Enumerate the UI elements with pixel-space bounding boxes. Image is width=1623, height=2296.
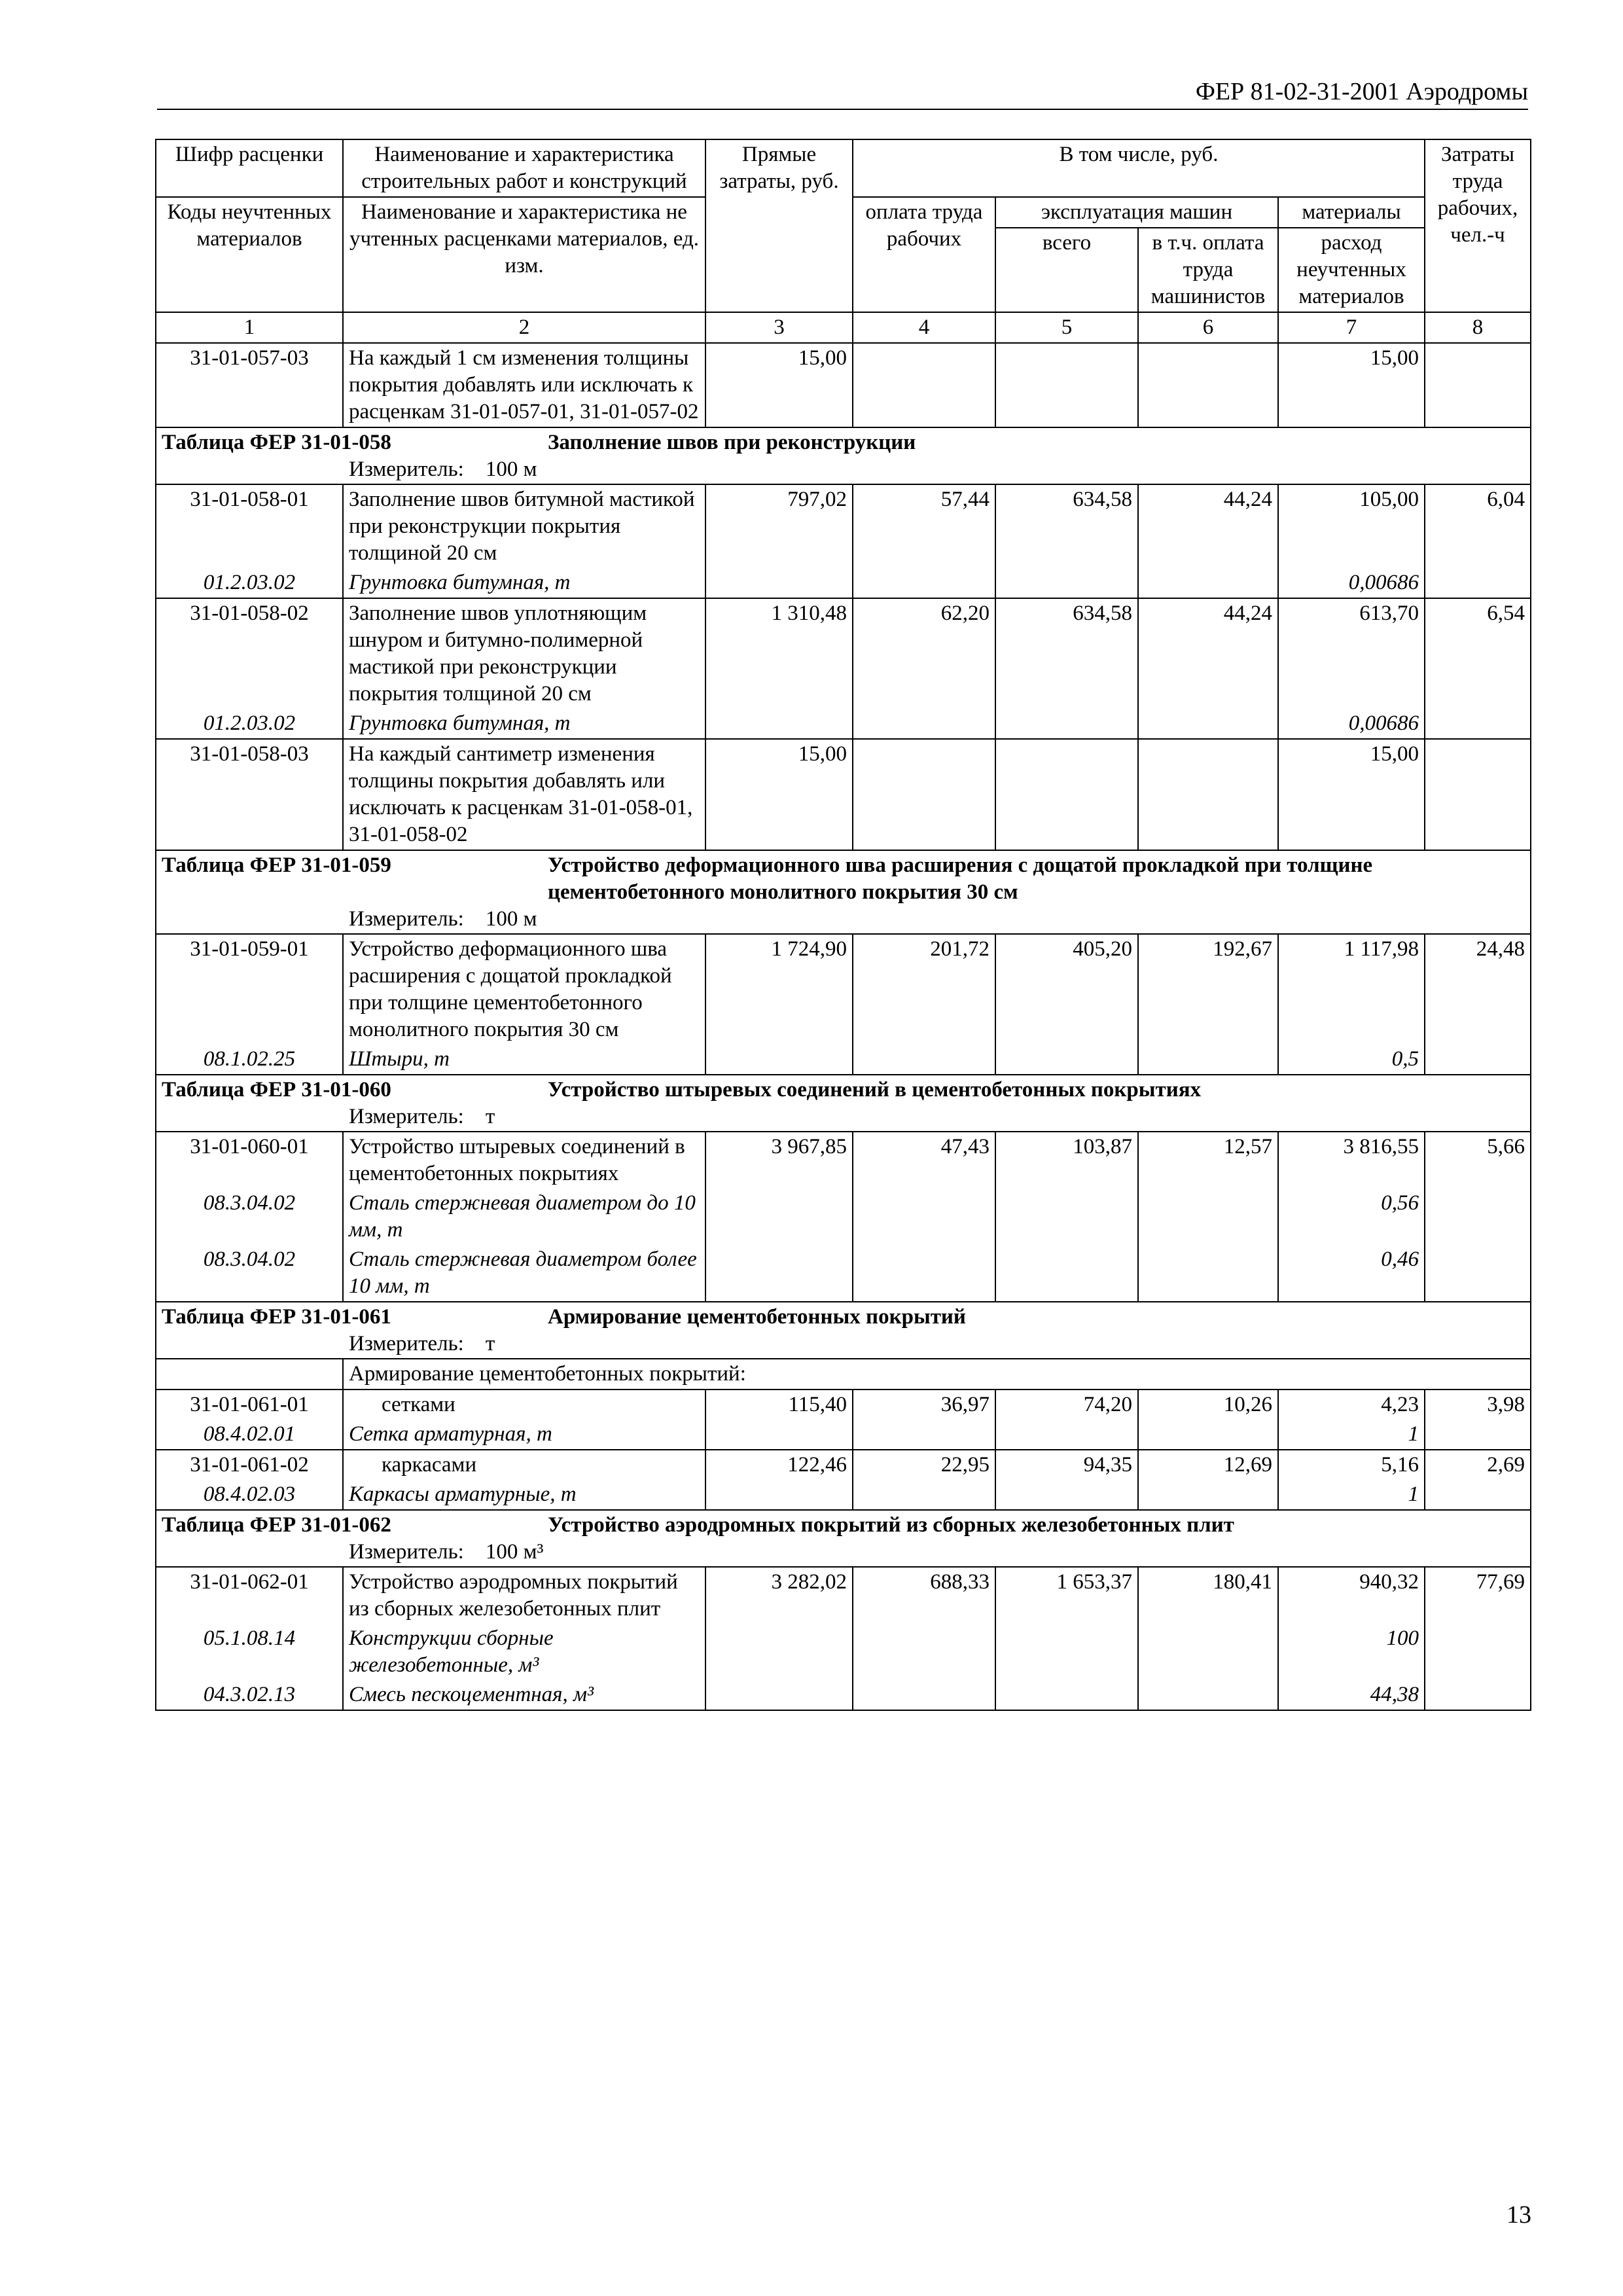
material-row xyxy=(156,1245,1531,1302)
table-row xyxy=(156,343,1531,427)
section-title: Армирование цементобетонных покрытий xyxy=(548,1305,966,1329)
rate-code: 31-01-061-01 xyxy=(156,1390,343,1420)
labor-cost: 5,66 xyxy=(1425,1132,1531,1189)
section-number: Таблица ФЕР 31-01-061 xyxy=(162,1305,391,1329)
direct-cost: 797,02 xyxy=(705,484,853,568)
material-code: 08.1.02.25 xyxy=(156,1045,343,1075)
col-name-unacc-header: Наименование и характеристика не учтенных расценками материалов, ед. изм. xyxy=(343,197,705,312)
labor-cost: 6,04 xyxy=(1425,484,1531,568)
measurer-unit: 100 м xyxy=(485,907,537,931)
col-num: 1 xyxy=(156,312,343,343)
direct-cost: 15,00 xyxy=(705,343,853,427)
rate-name: Устройство штыревых соединений в цементобетонных покрытиях xyxy=(343,1132,705,1189)
materials-cost: 105,00 xyxy=(1278,484,1425,568)
material-row xyxy=(156,1480,1531,1510)
col-code-header: Шифр расценки xyxy=(156,139,343,197)
material-code: 01.2.03.02 xyxy=(156,568,343,598)
labor-cost: 6,54 xyxy=(1425,598,1531,709)
machinists-wage: 44,24 xyxy=(1138,598,1278,709)
section-header xyxy=(156,1075,1531,1132)
machinists-wage: 12,69 xyxy=(1138,1450,1278,1480)
material-code: 08.3.04.02 xyxy=(156,1245,343,1302)
direct-cost: 115,40 xyxy=(705,1390,853,1420)
labor-cost: 3,98 xyxy=(1425,1390,1531,1420)
table-row xyxy=(156,484,1531,568)
material-row xyxy=(156,709,1531,739)
material-qty: 0,00686 xyxy=(1278,709,1425,739)
machines-cost: 103,87 xyxy=(995,1132,1138,1189)
group-label: Армирование цементобетонных покрытий: xyxy=(343,1359,1531,1390)
wage-cost: 57,44 xyxy=(853,484,995,568)
col-num: 6 xyxy=(1138,312,1278,343)
rate-name: каркасами xyxy=(382,1453,477,1477)
labor-cost: 24,48 xyxy=(1425,934,1531,1045)
section-title: Устройство аэродромных покрытий из сборных железобетонных плит xyxy=(548,1513,1234,1537)
table-row xyxy=(156,1390,1531,1420)
rate-name: Устройство аэродромных покрытий из сборных железобетонных плит xyxy=(343,1567,705,1624)
material-code: 08.4.02.01 xyxy=(156,1420,343,1450)
table-row xyxy=(156,739,1531,850)
materials-cost: 15,00 xyxy=(1278,343,1425,427)
rate-name: На каждый 1 см изменения толщины покрытия добавлять или исключать к расценкам 31-01-057-01, 31-01-057-02 xyxy=(343,343,705,427)
materials-cost: 3 816,55 xyxy=(1278,1132,1425,1189)
machinists-wage: 44,24 xyxy=(1138,484,1278,568)
material-name: Сталь стержневая диаметром до 10 мм, т xyxy=(343,1189,705,1245)
material-name: Конструкции сборные железобетонные, м³ xyxy=(343,1624,705,1680)
machines-cost: 1 653,37 xyxy=(995,1567,1138,1624)
rate-code: 31-01-059-01 xyxy=(156,934,343,1045)
section-number: Таблица ФЕР 31-01-060 xyxy=(162,1078,391,1102)
wage-cost: 22,95 xyxy=(853,1450,995,1480)
machinists-wage: 12,57 xyxy=(1138,1132,1278,1189)
material-name: Сталь стержневая диаметром более 10 мм, т xyxy=(343,1245,705,1302)
materials-cost: 1 117,98 xyxy=(1278,934,1425,1045)
rate-name: Устройство деформационного шва расширения с дощатой прокладкой при толщине цементобетонного монолитного покрытия 30 см xyxy=(343,934,705,1045)
material-name: Смесь пескоцементная, м³ xyxy=(343,1680,705,1710)
direct-cost: 1 310,48 xyxy=(705,598,853,709)
material-name: Грунтовка битумная, т xyxy=(343,709,705,739)
measurer-unit: т xyxy=(485,1105,495,1128)
col-mat-unacc-header: расход неучтенных материалов xyxy=(1278,228,1425,312)
material-qty: 0,46 xyxy=(1278,1245,1425,1302)
machines-cost: 74,20 xyxy=(995,1390,1138,1420)
machinists-wage: 192,67 xyxy=(1138,934,1278,1045)
group-row xyxy=(156,1359,1531,1390)
machines-cost: 94,35 xyxy=(995,1450,1138,1480)
materials-cost: 15,00 xyxy=(1278,739,1425,850)
labor-cost: 2,69 xyxy=(1425,1450,1531,1480)
rate-code: 31-01-057-03 xyxy=(156,343,343,427)
measurer-label: Измеритель: xyxy=(349,1105,464,1128)
col-codes-unacc-header: Коды неучтенных материалов xyxy=(156,197,343,312)
table-row xyxy=(156,1132,1531,1189)
rate-name: Заполнение швов битумной мастикой при реконструкции покрытия толщиной 20 см xyxy=(343,484,705,568)
col-direct-header: Прямые затраты, руб. xyxy=(705,139,853,312)
measurer-label: Измеритель: xyxy=(349,907,464,931)
col-num: 8 xyxy=(1425,312,1531,343)
materials-cost: 5,16 xyxy=(1278,1450,1425,1480)
material-code: 05.1.08.14 xyxy=(156,1624,343,1680)
col-wage-header: оплата труда рабочих xyxy=(853,197,995,312)
rate-name: На каждый сантиметр изменения толщины покрытия добавлять или исключать к расценкам 31-01-058-01, 31-01-058-02 xyxy=(343,739,705,850)
direct-cost: 3 967,85 xyxy=(705,1132,853,1189)
material-name: Каркасы арматурные, т xyxy=(343,1480,705,1510)
page-number: 13 xyxy=(1507,2201,1531,2229)
rate-code: 31-01-058-01 xyxy=(156,484,343,568)
machines-cost: 634,58 xyxy=(995,598,1138,709)
rate-code: 31-01-062-01 xyxy=(156,1567,343,1624)
wage-cost: 47,43 xyxy=(853,1132,995,1189)
rate-code: 31-01-061-02 xyxy=(156,1450,343,1480)
machines-cost: 405,20 xyxy=(995,934,1138,1045)
material-row xyxy=(156,1045,1531,1075)
section-header xyxy=(156,427,1531,484)
direct-cost: 122,46 xyxy=(705,1450,853,1480)
machinists-wage: 180,41 xyxy=(1138,1567,1278,1624)
material-qty: 0,5 xyxy=(1278,1045,1425,1075)
section-number: Таблица ФЕР 31-01-058 xyxy=(162,431,391,454)
machines-cost: 634,58 xyxy=(995,484,1138,568)
material-name: Сетка арматурная, т xyxy=(343,1420,705,1450)
col-num: 3 xyxy=(705,312,853,343)
table-row xyxy=(156,1450,1531,1480)
section-number: Таблица ФЕР 31-01-062 xyxy=(162,1513,391,1537)
section-title: Устройство деформационного шва расширения с дощатой прокладкой при толщине цементобетонного монолитного покрытия 30 см xyxy=(548,853,1373,904)
rate-code: 31-01-060-01 xyxy=(156,1132,343,1189)
material-name: Штыри, т xyxy=(343,1045,705,1075)
col-name-header: Наименование и характеристика строительных работ и конструкций xyxy=(343,139,705,197)
table-row xyxy=(156,1567,1531,1624)
col-machines-header: эксплуатация машин xyxy=(995,197,1278,228)
section-header xyxy=(156,1302,1531,1359)
material-qty: 0,56 xyxy=(1278,1189,1425,1245)
col-num: 2 xyxy=(343,312,705,343)
material-code: 01.2.03.02 xyxy=(156,709,343,739)
material-code: 04.3.02.13 xyxy=(156,1680,343,1710)
direct-cost: 1 724,90 xyxy=(705,934,853,1045)
material-qty: 1 xyxy=(1278,1480,1425,1510)
table-row xyxy=(156,598,1531,709)
material-qty: 44,38 xyxy=(1278,1680,1425,1710)
wage-cost: 62,20 xyxy=(853,598,995,709)
col-labor-header: Затраты труда рабочих, чел.-ч xyxy=(1425,139,1531,312)
material-qty: 0,00686 xyxy=(1278,568,1425,598)
rate-name: Заполнение швов уплотняющим шнуром и битумно-полимерной мастикой при реконструкции покрытия толщиной 20 см xyxy=(343,598,705,709)
col-num: 7 xyxy=(1278,312,1425,343)
material-row xyxy=(156,1189,1531,1245)
wage-cost: 36,97 xyxy=(853,1390,995,1420)
direct-cost: 3 282,02 xyxy=(705,1567,853,1624)
col-materials-header: материалы xyxy=(1278,197,1425,228)
materials-cost: 940,32 xyxy=(1278,1567,1425,1624)
material-row xyxy=(156,568,1531,598)
rate-code: 31-01-058-02 xyxy=(156,598,343,709)
col-mach-wage-header: в т.ч. оплата труда машинистов xyxy=(1138,228,1278,312)
measurer-unit: т xyxy=(485,1332,495,1355)
col-num: 4 xyxy=(853,312,995,343)
rates-table xyxy=(155,139,1531,1711)
rate-name: сетками xyxy=(382,1393,455,1416)
measurer-unit: 100 м³ xyxy=(485,1540,544,1564)
materials-cost: 4,23 xyxy=(1278,1390,1425,1420)
table-row xyxy=(156,934,1531,1045)
material-qty: 1 xyxy=(1278,1420,1425,1450)
material-row xyxy=(156,1420,1531,1450)
material-qty: 100 xyxy=(1278,1624,1425,1680)
rate-code: 31-01-058-03 xyxy=(156,739,343,850)
material-code: 08.3.04.02 xyxy=(156,1189,343,1245)
labor-cost: 77,69 xyxy=(1425,1567,1531,1624)
section-header xyxy=(156,1510,1531,1567)
machinists-wage: 10,26 xyxy=(1138,1390,1278,1420)
material-name: Грунтовка битумная, т xyxy=(343,568,705,598)
wage-cost: 688,33 xyxy=(853,1567,995,1624)
page-header: ФЕР 81-02-31-2001 Аэродромы xyxy=(157,77,1528,110)
section-number: Таблица ФЕР 31-01-059 xyxy=(162,853,391,877)
col-num: 5 xyxy=(995,312,1138,343)
section-header xyxy=(156,850,1531,934)
measurer-label: Измеритель: xyxy=(349,457,464,481)
measurer-label: Измеритель: xyxy=(349,1540,464,1564)
wage-cost: 201,72 xyxy=(853,934,995,1045)
section-title: Устройство штыревых соединений в цементобетонных покрытиях xyxy=(548,1078,1202,1102)
direct-cost: 15,00 xyxy=(705,739,853,850)
material-row xyxy=(156,1680,1531,1710)
measurer-unit: 100 м xyxy=(485,457,537,481)
material-row xyxy=(156,1624,1531,1680)
section-title: Заполнение швов при реконструкции xyxy=(548,431,916,454)
materials-cost: 613,70 xyxy=(1278,598,1425,709)
col-mach-total-header: всего xyxy=(995,228,1138,312)
material-code: 08.4.02.03 xyxy=(156,1480,343,1510)
col-incl-header: В том числе, руб. xyxy=(853,139,1425,197)
measurer-label: Измеритель: xyxy=(349,1332,464,1355)
